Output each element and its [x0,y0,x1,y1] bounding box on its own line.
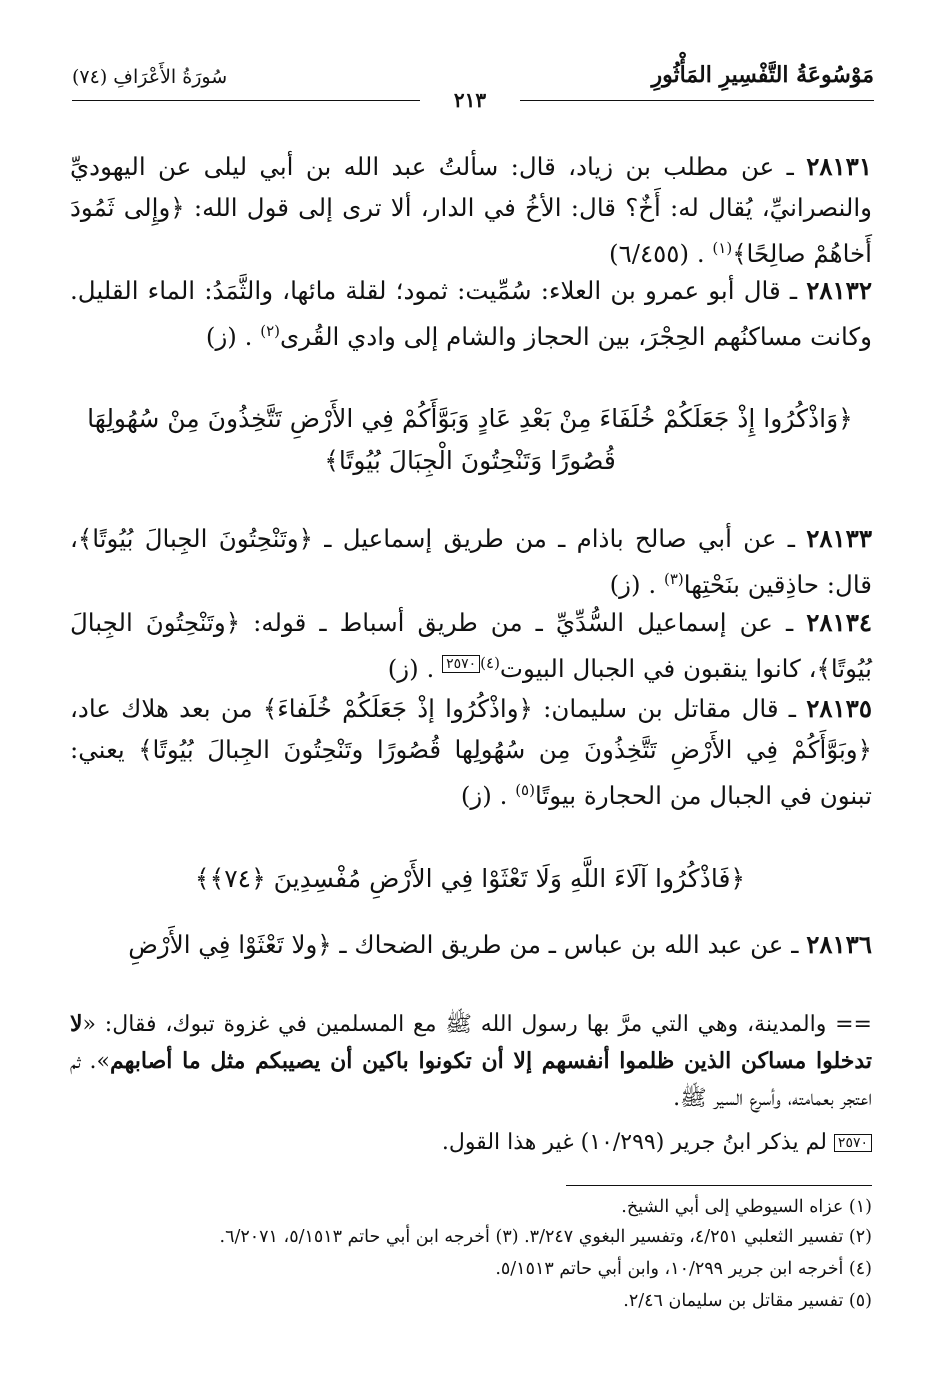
footnote-ref: (١) [712,239,733,257]
footnote-1: (١) عزاه السيوطي إلى أبي الشيخ. [621,1197,872,1217]
page-number [420,88,520,114]
entry-number: ٢٨١٣٤ [806,608,873,637]
marker-note [70,1124,872,1161]
entry-text: ـ قال مقاتل بن سليمان: ﴿واذْكُرُوا إذْ جَعَلَكُمْ خُلَفاءَ﴾ من بعد هلاك عاد، ﴿وبَوَّأَكُمْ فِي الأَرْضِ تَتَّخِذُونَ مِن سُهُولِها قُصُورًا وتَنْحِتُونَ الجِبالَ بُيُوتًا﴾ يعني: تبنون في الجبال من الحجارة بيوتًا [70,694,872,811]
note-marker: ٢٥٧٠ [442,655,480,673]
footnote-5: (٥) تفسير مقاتل بن سليمان ٢/٤٦. [623,1291,872,1311]
entry-28132 [70,270,872,357]
ayah-verse-2: ﴿فَاذْكُرُوا آلَاءَ اللَّهِ وَلَا تَعْثَوْا فِي الأَرْضِ مُفْسِدِينَ ﴿٧٤﴾﴾ [194,864,746,893]
footnote-ref: (٣) [663,570,684,588]
footnote-ref: (٤) [480,654,500,672]
entry-28133 [70,518,872,605]
entry-text: ـ عن عبد الله بن عباس ـ من طريق الضحاك ـ ﴿ولا تَعْثَوْا فِي الأَرْضِ [128,930,799,959]
entry-28134 [70,602,872,689]
footnote-ref: (٢) [260,322,280,340]
continuation-rest: ». ثم اعتجر بعمامته، وأسرع السير ﷺ. [70,1049,872,1111]
footnote-separator [566,1185,872,1186]
entry-number: ٢٨١٣٥ [806,694,872,723]
entry-text: ـ عن إسماعيل السُّدِّيِّ ـ من طريق أسباط ـ قوله: ﴿وتَنْحِتُونَ الجِبالَ بُيُوتًا﴾، كانوا ينقبون في الجبال البيوت [70,608,872,684]
footnote-ref: (٥) [515,781,535,799]
entry-tail: . (ز) [387,654,435,684]
entry-number: ٢٨١٣٣ [806,524,872,553]
continuation-hadith: لا تدخلوا مساكن الذين ظلموا أنفسهم إلا أن تكونوا باكين أن يصيبكم مثل ما أصابهم [70,1011,873,1074]
footnote-2-3: (٢) تفسير الثعلبي ٤/٢٥١، وتفسير البغوي ٣/٢٤٧. (٣) أخرجه ابن أبي حاتم ٥/١٥١٣، ٦/٢٠٧١. [219,1227,872,1247]
entry-text: ـ عن مطلب بن زياد، قال: سألتُ عبد الله بن أبي ليلى عن اليهوديِّ والنصرانيِّ، يُقال له: أَخٌ؟ قال: الأخُ في الدار، ألا ترى إلى قول الله: ﴿وإِلى ثَمُودَ أَخاهُمْ صالِحًا﴾ [70,152,872,269]
entry-number: ٢٨١٣٦ [806,930,872,959]
ayah-verse-1: ﴿وَاذْكُرُوا إِذْ جَعَلَكُمْ خُلَفَاءَ مِنْ بَعْدِ عَادٍ وَبَوَّأَكُمْ فِي الأَرْضِ تَتَّخِذُونَ مِنْ سُهُولِهَا قُصُورًا وَتَنْحِتُونَ الْجِبَالَ بُيُوتًا﴾ [87,404,853,475]
marker-note-text: لم يذكر ابنُ جرير (١٠/٢٩٩) غير هذا القول. [441,1130,827,1155]
entry-tail: . (ز) [205,322,253,352]
footnote-4: (٤) أخرجه ابن جرير ١٠/٢٩٩، وابن أبي حاتم ٥/١٥١٣. [495,1259,872,1279]
entry-number: ٢٨١٣١ [806,152,872,181]
entry-number: ٢٨١٣٢ [806,276,872,305]
entry-28135 [70,688,872,816]
entry-text: ـ قال أبو عمرو بن العلاء: سُمِّيت: ثمود؛ لقلة مائها، والثَّمَدُ: الماء القليل. وكانت مساكنُهم الحِجْرَ، بين الحجاز والشام إلى وادي القُرى [70,276,872,352]
surah-label: سُورَةُ الأَعْرَافِ (٧٤) [72,66,228,88]
entry-28136 [70,924,872,965]
continuation-lead: == والمدينة، وهي التي مرَّ بها رسول الله ﷺ مع المسلمين في غزوة تبوك، فقال: « [82,1012,872,1037]
entry-text: ـ عن أبي صالح باذام ـ من طريق إسماعيل ـ ﴿وتَنْحِتُونَ الجِبالَ بُيُوتًا﴾، قال: حاذِقين بنَحْتِها [70,524,872,600]
entry-tail: . (ز) [460,781,508,811]
entry-28131 [70,146,872,274]
continuation-note [70,1006,872,1117]
book-title: مَوْسُوعَةُ التَّفْسِيرِ المَأْثُورِ [651,62,874,88]
entry-tail: . (٦/٤٥٥) [609,239,705,269]
note-marker: ٢٥٧٠ [834,1134,872,1152]
entry-tail: . (ز) [609,570,657,600]
page-number-text: ٢١٣ [453,88,487,112]
